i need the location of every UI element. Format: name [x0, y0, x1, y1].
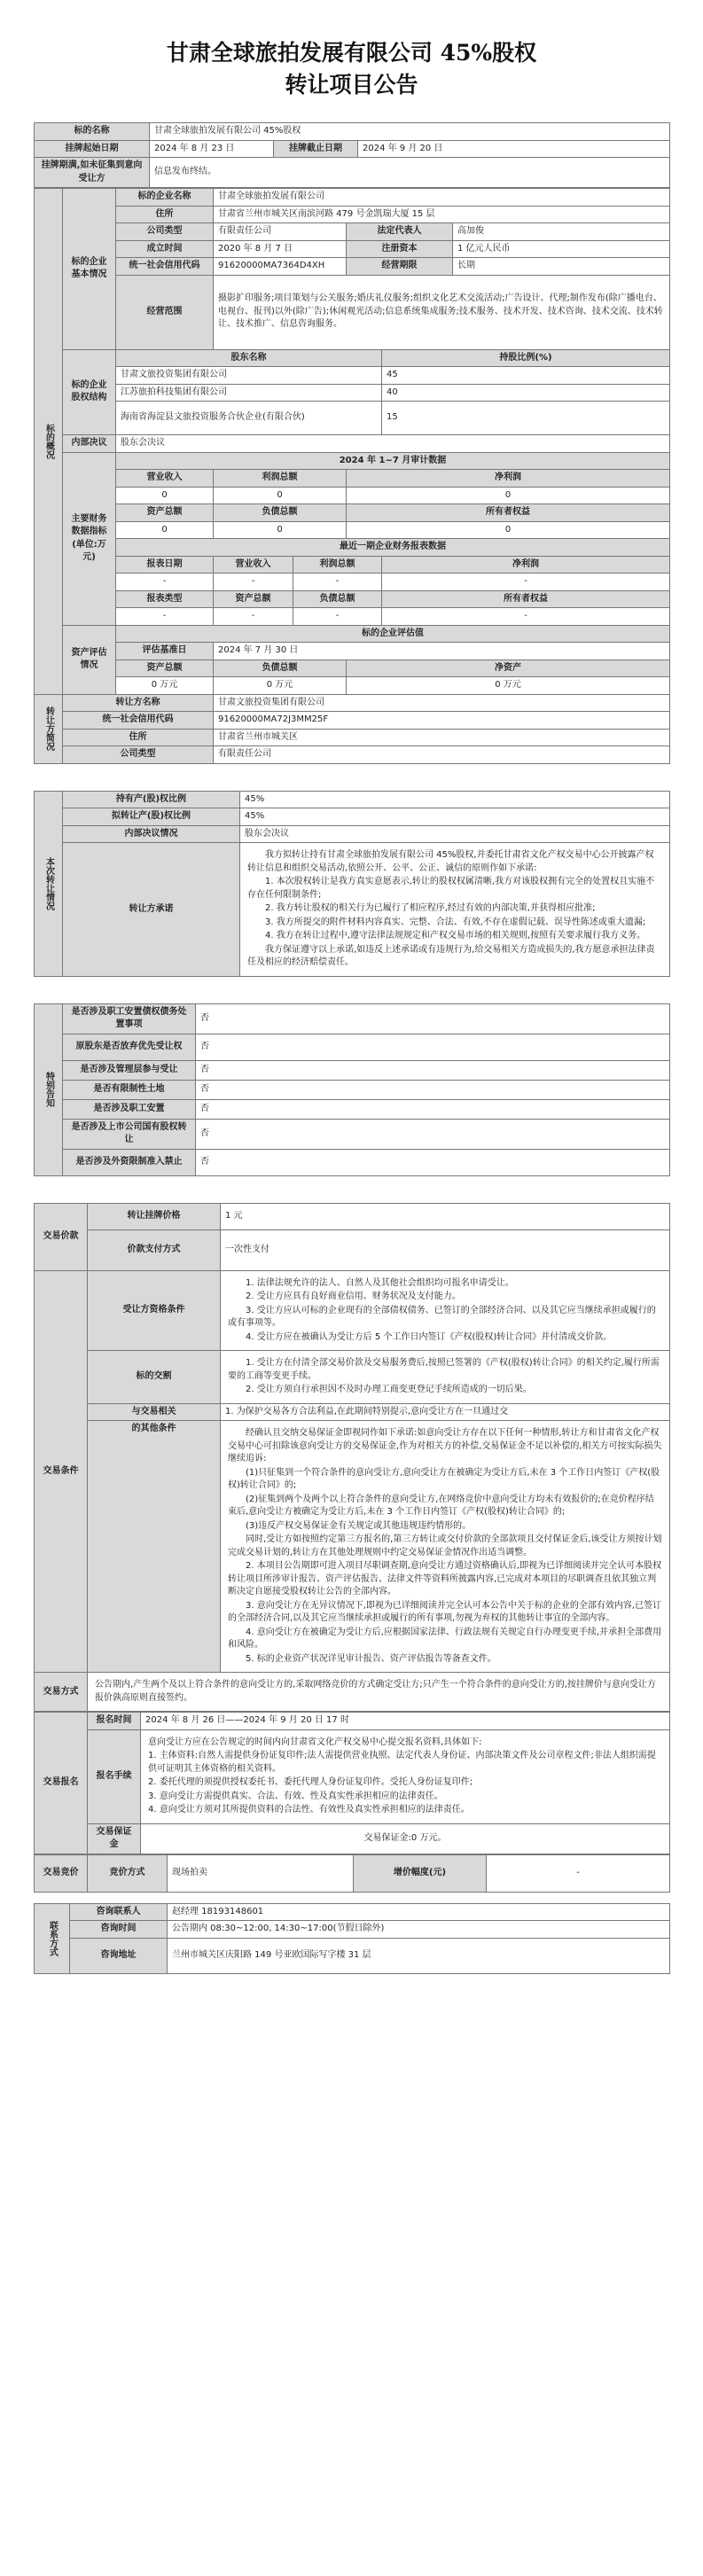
promise-paragraph: 2. 我方转让股权的相关行为已履行了相应程序,经过有效的内部决策,并获得相应批准;	[265, 903, 596, 913]
address-label: 住所	[116, 206, 214, 223]
audit-val: 0	[116, 487, 214, 504]
capital-value: 1 亿元人民币	[453, 240, 670, 258]
method-section-label: 交易方式	[35, 1673, 88, 1712]
promise-paragraph: 我方保证遵守以上承诺,如违反上述承诺或有违规行为,给交易相关方造成损失的,我方愿意承担法律责任及相应的经济赔偿责任。	[247, 944, 655, 967]
legal-rep-value: 高加俊	[453, 223, 670, 241]
special-item-value: 否	[196, 1060, 670, 1080]
period-value: 2024 年 8 月 26 日——2024 年 9 月 20 日 17 时	[141, 1713, 670, 1730]
buyer-qual-item: 2. 受让方应具有良好商业信用、财务状况及支付能力。	[246, 1292, 461, 1301]
term-value: 长期	[453, 258, 670, 276]
other-conditions-label: 的其他条件	[88, 1421, 221, 1673]
period-label: 报名时间	[88, 1713, 141, 1730]
target-name-label: 标的名称	[35, 123, 150, 141]
listing-start-value: 2024 年 8 月 23 日	[150, 140, 274, 158]
other-condition-item: 4. 意向受让方在被确定为受让方后,应根据国家法律、行政法规有关规定自行办理变更手续,并承担全部费用和风险。	[228, 1627, 662, 1650]
report-col: 营业收入	[214, 556, 293, 574]
company-type-label: 公司类型	[116, 223, 214, 241]
shareholder-ratio: 15	[382, 402, 670, 435]
contact-person-value: 赵经理 18193148601	[168, 1903, 670, 1921]
scope-label: 经营范围	[116, 275, 214, 349]
req-label: 报名手续	[88, 1729, 141, 1823]
special-item-label: 原股东是否放弃优先受让权	[63, 1034, 196, 1060]
valuation-col: 净资产	[347, 660, 670, 677]
deposit-label: 交易保证金	[88, 1823, 141, 1854]
audit-val: 0	[347, 521, 670, 539]
credit-code-label: 统一社会信用代码	[116, 258, 214, 276]
base-price-label: 转让挂牌价格	[88, 1203, 221, 1229]
delivery-label: 标的交割	[88, 1351, 221, 1404]
held-ratio-value: 45%	[240, 791, 670, 808]
report-val: -	[293, 574, 382, 591]
audit-val: 0	[347, 487, 670, 504]
promise-paragraph: 3. 我方所提交的附件材料内容真实、完整、合法、有效,不存在虚假记载、误导性陈述或重大遗漏;	[265, 917, 646, 927]
buyer-qual-item: 1. 法律法规允许的法人、自然人及其他社会组织均可报名申请受让。	[246, 1277, 514, 1288]
page-title-line2: 转让项目公告	[285, 72, 418, 98]
valuation-header: 标的企业评估值	[116, 625, 670, 643]
req-item: 2. 委托代理的须提供授权委托书、委托代理人身份证复印件。受托人身份证复印件;	[148, 1777, 473, 1787]
report-val: -	[214, 574, 293, 591]
shareholder-ratio-header: 持股比例(%)	[382, 349, 670, 367]
held-ratio-label: 持有产(股)权比例	[63, 791, 240, 808]
proposed-ratio-value: 45%	[240, 808, 670, 826]
report-val: -	[293, 608, 382, 626]
special-item-value: 否	[196, 1119, 670, 1149]
transferor-address-label: 住所	[63, 729, 214, 746]
special-item-label: 是否涉及外资限制准入禁止	[63, 1149, 196, 1175]
req-text	[141, 1729, 670, 1823]
audit-col: 所有者权益	[347, 504, 670, 522]
report-col: 报表日期	[116, 556, 214, 574]
address-value: 甘肃省兰州市城关区南滨河路 479 号金凯瑞大厦 15 层	[214, 206, 670, 223]
promise-label: 转让方承诺	[63, 843, 240, 977]
valuation-val: 0 万元	[214, 677, 347, 695]
valuation-label: 资产评估情况	[63, 625, 116, 694]
buyer-qual-item: 3. 受让方应认可标的企业现有的全部债权债务、已签订的全部经济合同、以及其它应当继续承担或履行的或有事项等。	[228, 1305, 656, 1328]
shareholder-ratio: 40	[382, 384, 670, 402]
overview-section-label: 标的概况	[35, 189, 63, 695]
promise-text	[240, 843, 670, 977]
shareholder-name: 海南省海淀县文旅投资服务合伙企业(有限合伙)	[116, 402, 382, 435]
report-header: 最近一期企业财务报表数据	[116, 539, 670, 557]
special-item-value: 否	[196, 1003, 670, 1034]
transferor-section-label: 转让方简况	[35, 694, 63, 763]
transferor-name-label: 转让方名称	[63, 694, 214, 712]
related-text: 1. 为保护交易各方合法利益,在此期间特别提示,意向受让方在一旦通过交	[221, 1403, 670, 1421]
report-col: 报表类型	[116, 590, 214, 608]
registration-section-label: 交易报名	[35, 1713, 88, 1854]
audit-val: 0	[214, 521, 347, 539]
delivery-item: 1. 受让方在付清全部交易价款及交易服务费后,按照已签署的《产权(股权)转让合同》的相关约定,履行所需要的工商等变更手续。	[228, 1358, 660, 1381]
buyer-qual-label: 受让方资格条件	[88, 1270, 221, 1351]
valuation-col: 负债总额	[214, 660, 347, 677]
transferor-name-value: 甘肃文旅投资集团有限公司	[214, 694, 670, 712]
audit-val: 0	[116, 521, 214, 539]
bidding-method-value: 现场拍卖	[168, 1854, 354, 1892]
shareholders-label: 标的企业股权结构	[63, 349, 116, 435]
proposed-ratio-label: 拟转让产(股)权比例	[63, 808, 240, 826]
term-label: 经营期限	[347, 258, 453, 276]
transferor-type-value: 有限责任公司	[214, 746, 670, 764]
report-val: -	[116, 574, 214, 591]
audit-col: 营业收入	[116, 470, 214, 488]
transferor-address-value: 甘肃省兰州市城关区	[214, 729, 670, 746]
target-info-section-label: 本次转让情况	[35, 791, 63, 976]
overview-table	[34, 188, 670, 764]
valuation-val: 0 万元	[347, 677, 670, 695]
company-type-value: 有限责任公司	[214, 223, 347, 241]
special-item-value: 否	[196, 1149, 670, 1175]
report-col: 净利润	[382, 556, 670, 574]
special-item-label: 是否涉及上市公司国有股权转让	[63, 1119, 196, 1149]
conditions-section-label: 交易条件	[35, 1270, 88, 1673]
other-condition-item: 2. 本项目公告期即可进入项目尽职调查期,意向受让方通过资格确认后,即视为已详细阅读并完全认可本股权转让项目所涉审计报告、资产评估报告、法律文件等资料所披露内容,已完成对本项目的尽职调查且依其独立判断决定自愿接受股权转让公告的全部内容。	[228, 1561, 662, 1596]
shareholder-ratio: 45	[382, 367, 670, 385]
valuation-date-value: 2024 年 7 月 30 日	[214, 643, 670, 660]
bidding-table	[34, 1854, 670, 1893]
shareholder-name: 江苏旅拍科技集团有限公司	[116, 384, 382, 402]
title-block	[34, 37, 669, 101]
price-section-label: 交易价款	[35, 1203, 88, 1270]
related-label: 与交易相关	[88, 1403, 221, 1421]
audit-header: 2024 年 1~7 月审计数据	[116, 452, 670, 470]
other-condition-item: (3)违反产权交易保证金有关规定或其他违规违约情形的。	[246, 1520, 472, 1531]
other-conditions-text	[221, 1421, 670, 1673]
valuation-val: 0 万元	[116, 677, 214, 695]
report-col: 所有者权益	[382, 590, 670, 608]
other-condition-item: 经确认且交纳交易保证金即视同作如下承诺:如意向受让方存在以下任何一种情形,转让方和甘肃省文化产权交易中心可扣除该意向受让方的交易保证金,作为对相关方的补偿,交易保证金不足以补偿的,相关方可按实际损失继续追诉:	[228, 1428, 662, 1464]
promise-paragraph: 1. 本次股权转让是我方真实意愿表示,转让的股权权属清晰,我方对该股权拥有完全的处置权且实施不存在任何限制条件;	[247, 877, 655, 900]
delivery-text	[221, 1351, 670, 1404]
report-col: 负债总额	[293, 590, 382, 608]
target-name-value: 甘肃全球旅拍发展有限公司 45%股权	[150, 123, 670, 141]
other-condition-item: (1)只征集到一个符合条件的意向受让方,意向受让方在被确定为受让方后,未在 3 个工作日内签订《产权(股权)转让合同》的;	[228, 1467, 660, 1490]
transferor-credit-label: 统一社会信用代码	[63, 712, 214, 730]
listing-end-label: 挂牌截止日期	[274, 140, 358, 158]
pay-method-label: 价款支付方式	[88, 1229, 221, 1270]
special-item-label: 是否涉及职工安置	[63, 1099, 196, 1119]
audit-val: 0	[214, 487, 347, 504]
internal-decision-value: 股东会决议	[240, 825, 670, 843]
special-item-value: 否	[196, 1099, 670, 1119]
report-val: -	[214, 608, 293, 626]
contact-address-label: 咨询地址	[70, 1938, 168, 1973]
pay-method-value: 一次性支付	[221, 1229, 670, 1270]
contact-hours-label: 咨询时间	[70, 1921, 168, 1939]
transferor-credit-value: 91620000MA72J3MM25F	[214, 712, 670, 730]
contact-table	[34, 1903, 670, 1974]
scope-value: 摄影扩印服务;项目策划与公关服务;婚庆礼仪服务;组织文化艺术交流活动;广告设计、代理;制作发布(除广播电台、电视台、报刊)以外(除广告);休闲观光活动;信息系统集成服务;技术服务、技术开发、技术咨询、技术交流、技术转让、技术推广、信息咨询服务。	[214, 275, 670, 349]
req-item: 意向受让方应在公告规定的时间内向甘肃省文化产权交易中心提交报名资料,具体如下:	[148, 1737, 482, 1747]
buyer-qual-text	[221, 1270, 670, 1351]
bidding-section-label: 交易竞价	[35, 1854, 88, 1892]
listing-expire-value: 信息发布终结。	[150, 158, 670, 188]
company-name-value: 甘肃全球旅拍发展有限公司	[214, 189, 670, 207]
founded-label: 成立时间	[116, 240, 214, 258]
legal-rep-label: 法定代表人	[347, 223, 453, 241]
internal-decision-label: 内部决议情况	[63, 825, 240, 843]
contact-person-label: 咨询联系人	[70, 1903, 168, 1921]
buyer-qual-item: 4. 受让方应在被确认为受让方后 5 个工作日内签订《产权(股权)转让合同》并付清成交价款。	[246, 1331, 613, 1342]
special-item-label: 是否涉及管理层参与受让	[63, 1060, 196, 1080]
header-table	[34, 122, 670, 188]
report-col: 资产总额	[214, 590, 293, 608]
decision-label: 内部决议	[63, 435, 116, 453]
promise-paragraph: 我方拟转让持有甘肃全球旅拍发展有限公司 45%股权,并委托甘肃省文化产权交易中心公开披露产权转让信息和组织交易活动,依照公开、公平、公正、诚信的原则作如下承诺:	[247, 850, 654, 873]
basic-info-label: 标的企业基本情况	[63, 189, 116, 350]
shareholder-name-header: 股东名称	[116, 349, 382, 367]
capital-label: 注册资本	[347, 240, 453, 258]
finance-label: 主要财务数据指标(单位:万元)	[63, 452, 116, 625]
req-item: 3. 意向受让方需提供真实、合法、有效、性及真实性承担相应的法律责任。	[148, 1791, 443, 1801]
special-item-value: 否	[196, 1080, 670, 1099]
valuation-col: 资产总额	[116, 660, 214, 677]
audit-col: 利润总额	[214, 470, 347, 488]
deposit-value: 交易保证金:0 万元。	[141, 1823, 670, 1854]
special-item-label: 是否涉及职工安置债权债务处置事项	[63, 1003, 196, 1034]
conditions-table	[34, 1203, 670, 1713]
bidding-method-label: 竞价方式	[88, 1854, 168, 1892]
founded-value: 2020 年 8 月 7 日	[214, 240, 347, 258]
shareholder-name: 甘肃文旅投资集团有限公司	[116, 367, 382, 385]
valuation-date-label: 评估基准日	[116, 643, 214, 660]
listing-end-value: 2024 年 9 月 20 日	[358, 140, 670, 158]
decision-value: 股东会决议	[116, 435, 670, 453]
listing-start-label: 挂牌起始日期	[35, 140, 150, 158]
other-condition-item: 3. 意向受让方在无异议情况下,即视为已详细阅读并完全认可本公告中关于标的企业的全部有效内容,已签订的全部经济合同,以及其它应当继续承担或履行的所有事项,勿视为弃权的其他转让事宜的全部内容。	[228, 1600, 662, 1623]
increment-label: 增价幅度(元)	[354, 1854, 487, 1892]
other-condition-item: (2)征集到两个及两个以上符合条件的意向受让方,在网络竞价中意向受让方均未有效报价的;在竞价程序结束后,意向受让方被确定为受让方后,未在 3 个工作日内签订《产权(股权)转让合同》的;	[228, 1494, 654, 1517]
transferor-type-label: 公司类型	[63, 746, 214, 764]
method-text: 公告期内,产生两个及以上符合条件的意向受让方的,采取网络竞价的方式确定受让方;只产生一个符合条件的意向受让方的,按挂牌价与意向受让方报价孰高原则直接签约。	[88, 1673, 670, 1712]
contact-address-value: 兰州市城关区庆阳路 149 号亚欧国际写字楼 31 层	[168, 1938, 670, 1973]
credit-code-value: 91620000MA7364D4XH	[214, 258, 347, 276]
delivery-item: 2. 受让方须自行承担因不及时办理工商变更登记手续所造成的一切后果。	[246, 1385, 532, 1394]
special-item-value: 否	[196, 1034, 670, 1060]
special-item-label: 是否有限制性土地	[63, 1080, 196, 1099]
company-name-label: 标的企业名称	[116, 189, 214, 207]
special-notice-table	[34, 1003, 670, 1176]
page-title-line1: 甘肃全球旅拍发展有限公司 45%股权	[166, 40, 537, 66]
listing-expire-label: 挂牌期满,如未征集到意向受让方	[35, 158, 150, 188]
report-col: 利润总额	[293, 556, 382, 574]
audit-col: 净利润	[347, 470, 670, 488]
other-condition-item: 同时,受让方如按照约定第三方报名的,第三方转让或交付价款的全部款项且交付保证金后,该受让方须按计划完成交易计划的,转让方在其他处理规则中约定交易保证金情况作出适当调整。	[228, 1534, 662, 1557]
req-item: 4. 意向受让方须对其所提供资料的合法性、有效性及真实性承担相应的法律责任。	[148, 1805, 470, 1815]
req-item: 1. 主体资料:自然人需提供身份证复印件;法人需提供营业执照、法定代表人身份证、内部决策文件及公司章程文件;非法人组织需提供可证明其主体资格的相关资料。	[148, 1751, 656, 1774]
increment-value: -	[487, 1854, 670, 1892]
base-price-value: 1 元	[221, 1203, 670, 1229]
report-val: -	[382, 608, 670, 626]
promise-paragraph: 4. 我方在转让过程中,遵守法律法规规定和产权交易市场的相关规则,按照有关要求履行我方义务。	[265, 931, 646, 941]
audit-col: 负债总额	[214, 504, 347, 522]
report-val: -	[116, 608, 214, 626]
report-val: -	[382, 574, 670, 591]
registration-table	[34, 1712, 670, 1854]
audit-col: 资产总额	[116, 504, 214, 522]
contact-hours-value: 公告期内 08:30~12:00, 14:30~17:00(节假日除外)	[168, 1921, 670, 1939]
special-section-label: 特别告知	[35, 1003, 63, 1175]
other-condition-item: 5. 标的企业资产状况详见审计报告、资产评估报告等备查文件。	[246, 1653, 496, 1664]
contact-section-label: 联系方式	[35, 1903, 70, 1973]
target-info-table	[34, 791, 670, 977]
